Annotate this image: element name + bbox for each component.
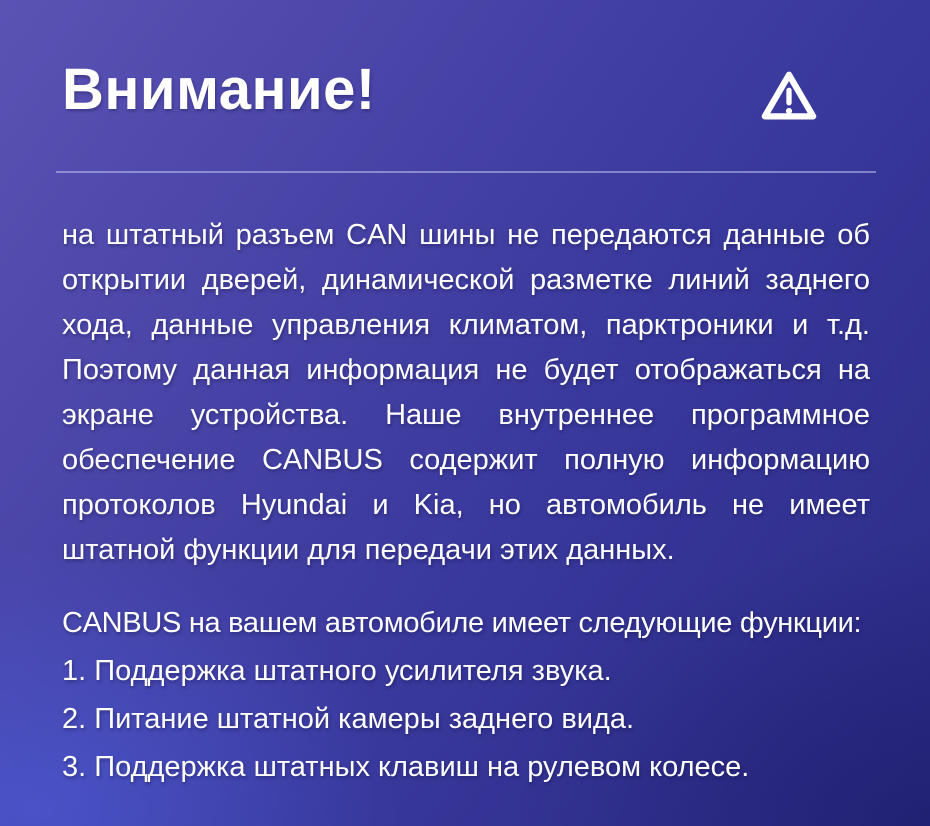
feature-item-1: 1. Поддержка штатного усилителя звука. (62, 655, 612, 687)
feature-item-2: 2. Питание штатной камеры заднего вида. (62, 703, 635, 735)
card-header (62, 58, 868, 131)
features-intro-line: CANBUS на вашем автомобиле имеет следующие функции: (62, 607, 862, 639)
features-block (62, 599, 874, 791)
warning-triangle-icon (758, 68, 820, 131)
feature-item-3: 3. Поддержка штатных клавиш на рулевом колесе. (62, 751, 750, 783)
header-divider (56, 171, 876, 173)
page-title: Внимание! (62, 57, 376, 122)
canbus-info-paragraph: на штатный разъем CAN шины не передаются данные об открытии дверей, динамической разметке линий заднего хода, данные управления климатом, парктроники и т.д. Поэтому данная информация не будет отображаться на экране устройства. Наше внутреннее программное обеспечение CANBUS содержит полную информацию протоколов Hyundai и Kia, но автомобиль не имеет штатной функции для передачи этих данных. (62, 219, 870, 566)
